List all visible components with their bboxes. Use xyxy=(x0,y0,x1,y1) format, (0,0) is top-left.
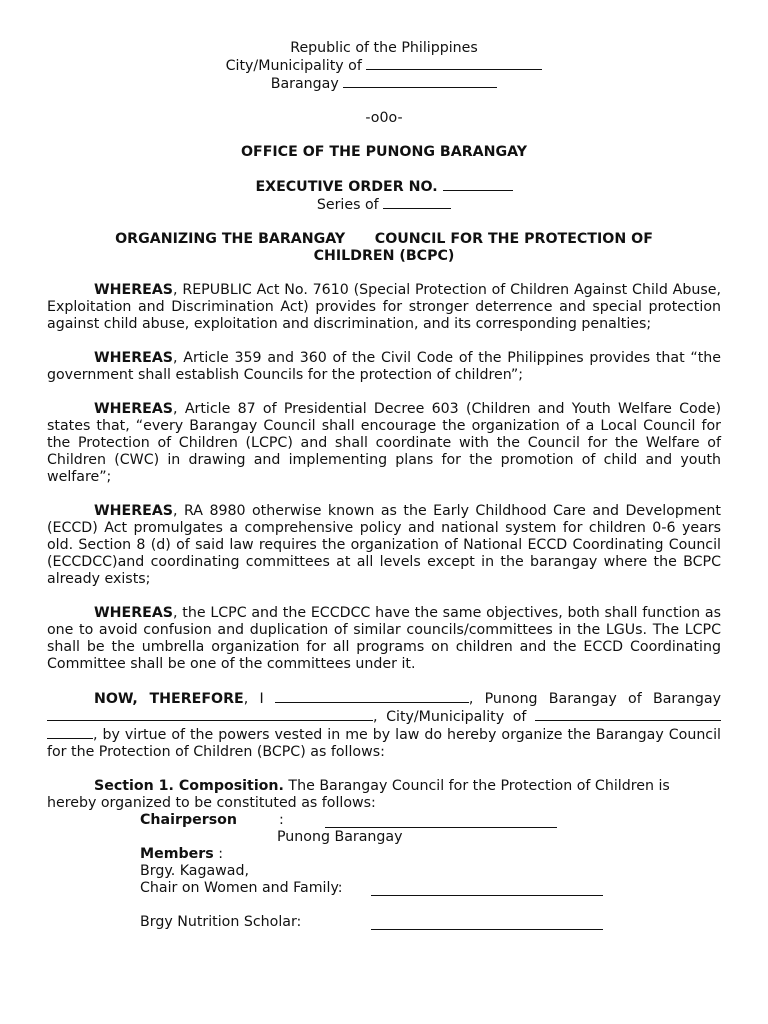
whereas-paragraph: WHEREAS, the LCPC and the ECCDCC have the same objectives, both shall function as one to avoid confusion and duplication of similar councils/committees in the LGUs. The LCPC shall be the umbrella organization for all programs on children and the ECCD Coordinating Committee shall be one of the committees under it. xyxy=(47,605,721,672)
blank-line xyxy=(371,883,603,896)
blank-line xyxy=(343,75,497,88)
now-therefore-paragraph: NOW, THEREFORE, I , Punong Barangay of Barangay , City/Municipality of , by virtue of the powers vested in me by law do hereby organize the Barangay Council for the Protection of Children (BCPC) as follows: xyxy=(47,691,722,760)
blank-line xyxy=(383,196,451,209)
blank-line xyxy=(535,708,721,721)
chairperson-label: Chairperson xyxy=(140,812,238,828)
whereas-paragraph: WHEREAS, Article 359 and 360 of the Civil Code of the Philippines provides that “the government shall establish Councils for the protection of children”; xyxy=(47,350,721,383)
blank-line xyxy=(443,178,513,191)
whereas-paragraph: WHEREAS, RA 8980 otherwise known as the Early Childhood Care and Development (ECCD) Act promulgates a comprehensive policy and national system for children 0-6 years old. Section 8 (d) of said law requires the organization of National ECCD Coordinating Council (ECCDCC)and coordinating committees at all levels except in the barangay where the BCPC already exists; xyxy=(47,503,721,587)
members-label: Members xyxy=(140,846,214,862)
blank-line xyxy=(47,708,373,721)
executive-order-heading: EXECUTIVE ORDER NO. xyxy=(47,178,721,196)
document-page xyxy=(47,40,721,931)
chairperson-row: Chairperson : xyxy=(47,812,721,829)
blank-line xyxy=(371,917,603,930)
member-title: Chair on Women and Family: xyxy=(140,880,343,896)
order-title: ORGANIZING THE BARANGAY COUNCIL FOR THE PROTECTION OF CHILDREN (BCPC) xyxy=(115,231,658,264)
blank-line xyxy=(366,57,542,70)
chairperson-title: Punong Barangay xyxy=(277,829,403,845)
members-row: Members : xyxy=(140,846,224,862)
blank-line xyxy=(275,690,469,703)
whereas-paragraph: WHEREAS, Article 87 of Presidential Decree 603 (Children and Youth Welfare Code) states that, “every Barangay Council shall encourage the organization of a Local Council for the Protection of Children (LCPC) and shall coordinate with the Council for the Welfare of Children (CWC) in drawing and implementing plans for the promotion of child and youth welfare”; xyxy=(47,401,721,485)
member-title: Brgy. Kagawad, xyxy=(140,863,249,879)
city-line: City/Municipality of xyxy=(47,57,721,75)
office-heading: OFFICE OF THE PUNONG BARANGAY xyxy=(240,144,528,160)
series-line: Series of xyxy=(47,196,721,214)
barangay-line: Barangay xyxy=(47,75,721,93)
separator: -o0o- xyxy=(365,110,403,126)
republic-line: Republic of the Philippines xyxy=(290,40,478,56)
member-title: Brgy Nutrition Scholar: xyxy=(140,914,302,930)
section-1-paragraph: Section 1. Composition. The Barangay Council for the Protection of Children is hereby organized to be constituted as follows: xyxy=(47,778,670,811)
whereas-paragraph: WHEREAS, REPUBLIC Act No. 7610 (Special Protection of Children Against Child Abuse, Exploitation and Discrimination Act) provides for stronger deterrence and special protection against child abuse, exploitation and discrimination, and its corresponding penalties; xyxy=(47,282,721,332)
blank-line xyxy=(47,726,93,739)
blank-line xyxy=(325,815,557,828)
